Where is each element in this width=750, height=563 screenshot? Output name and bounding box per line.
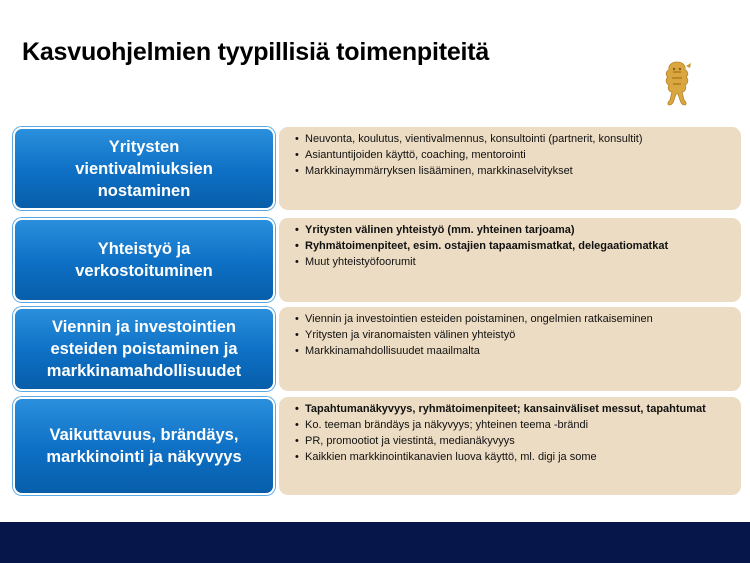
row-heading-box <box>13 397 275 495</box>
bullet-list <box>295 403 729 464</box>
row-details-box <box>279 397 741 495</box>
row-heading: Viennin ja investointien esteiden poistaminen ja markkinamahdollisuudet <box>46 318 242 380</box>
list-item: • PR, promootiot ja viestintä, medianäkyvyys <box>295 435 729 448</box>
row-heading: Vaikuttavuus, brändäys, markkinointi ja näkyvyys <box>46 426 242 466</box>
row-heading-box <box>13 307 275 391</box>
row-details-box <box>279 127 741 210</box>
row-heading-box <box>13 218 275 302</box>
row-details-box <box>279 307 741 391</box>
row-heading-box <box>13 127 275 210</box>
slide-title: Kasvuohjelmien tyypillisiä toimenpiteitä <box>22 38 490 66</box>
list-item: • Viennin ja investointien esteiden poistaminen, ongelmien ratkaiseminen <box>295 313 729 326</box>
list-item: • Tapahtumanäkyvyys, ryhmätoimenpiteet; kansainväliset messut, tapahtumat <box>295 403 729 416</box>
list-item: • Markkinaymmärryksen lisääminen, markkinaselvitykset <box>295 165 729 178</box>
list-item: • Ryhmätoimenpiteet, esim. ostajien tapaamismatkat, delegaatiomatkat <box>295 240 729 253</box>
list-item: • Yritysten välinen yhteistyö (mm. yhteinen tarjoama) <box>295 224 729 237</box>
measure-row-branding-visibility <box>13 397 741 495</box>
list-item: • Markkinamahdollisuudet maailmalta <box>295 345 729 358</box>
measure-row-export-readiness <box>13 127 741 210</box>
list-item: • Kaikkien markkinointikanavien luova käyttö, ml. digi ja some <box>295 451 729 464</box>
list-item: • Yritysten ja viranomaisten välinen yhteistyö <box>295 329 729 342</box>
bullet-list <box>295 224 729 269</box>
bullet-list <box>295 313 729 358</box>
list-item: • Ko. teeman brändäys ja näkyvyys; yhteinen teema -brändi <box>295 419 729 432</box>
footer-bar <box>0 522 750 563</box>
measure-row-cooperation <box>13 218 741 302</box>
bullet-list <box>295 133 729 178</box>
row-heading: Yhteistyö ja verkostoituminen <box>75 240 213 280</box>
list-item: • Muut yhteistyöfoorumit <box>295 256 729 269</box>
measure-row-barriers-opportunities <box>13 307 741 391</box>
row-details-box <box>279 218 741 302</box>
list-item: • Asiantuntijoiden käyttö, coaching, mentorointi <box>295 149 729 162</box>
coat-of-arms-lion-icon <box>660 60 694 108</box>
row-heading: Yritysten vientivalmiuksien nostaminen <box>75 137 213 200</box>
list-item: • Neuvonta, koulutus, vientivalmennus, konsultointi (partnerit, konsultit) <box>295 133 729 146</box>
